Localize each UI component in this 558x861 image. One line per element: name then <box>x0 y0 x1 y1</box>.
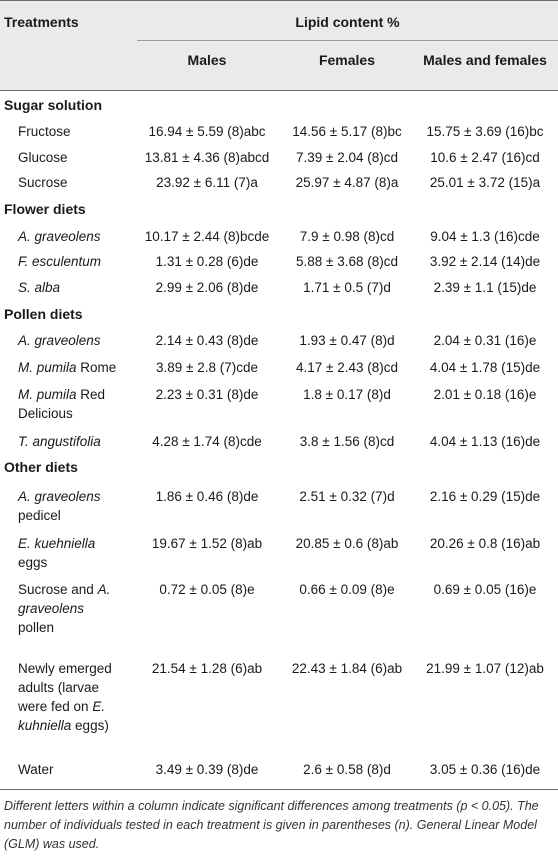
value-females: 14.56 ± 5.17 (8)bc <box>292 124 402 139</box>
value-both: 3.92 ± 2.14 (14)de <box>429 254 541 269</box>
value-males: 16.94 ± 5.59 (8)abc <box>148 124 266 139</box>
treatment-name: T. angustifolia <box>18 434 101 449</box>
value-both: 25.01 ± 3.72 (15)a <box>429 175 541 190</box>
value-males: 19.67 ± 1.52 (8)ab <box>151 536 263 551</box>
header-males: Males <box>187 52 227 68</box>
value-females: 7.9 ± 0.98 (8)cd <box>299 229 395 244</box>
value-females: 25.97 ± 4.87 (8)a <box>295 175 399 190</box>
table-footnote: Different letters within a column indicate significant differences among treatments (p < 0.05). The number of individuals tested in each treatment is given in parentheses (n). General Linear Model (GLM) was used. <box>4 799 539 851</box>
value-females: 3.8 ± 1.56 (8)cd <box>299 434 395 449</box>
header-rule <box>0 90 558 91</box>
value-females: 0.66 ± 0.09 (8)e <box>299 582 395 597</box>
group-label: Pollen diets <box>4 306 83 322</box>
treatment-name: Sucrose and A. graveolens pollen <box>18 582 111 635</box>
value-females: 7.39 ± 2.04 (8)cd <box>296 150 398 165</box>
value-both: 3.05 ± 0.36 (16)de <box>429 762 541 777</box>
bottom-rule <box>0 789 558 790</box>
value-females: 5.88 ± 3.68 (8)cd <box>296 254 398 269</box>
value-males: 3.89 ± 2.8 (7)cde <box>156 360 258 375</box>
treatment-name: M. pumila Rome <box>18 360 117 375</box>
treatment-name: A. graveolens <box>18 229 101 244</box>
value-both: 4.04 ± 1.13 (16)de <box>429 434 541 449</box>
value-both: 21.99 ± 1.07 (12)ab <box>426 661 544 676</box>
group-label: Sugar solution <box>4 97 102 113</box>
value-males: 2.14 ± 0.43 (8)de <box>155 333 259 348</box>
value-males: 1.31 ± 0.28 (6)de <box>155 254 259 269</box>
value-males: 0.72 ± 0.05 (8)e <box>159 582 255 597</box>
value-both: 20.26 ± 0.8 (16)ab <box>429 536 541 551</box>
header-males-and-females: Males and females <box>423 52 547 68</box>
treatment-name: A. graveolens <box>18 333 101 348</box>
value-males: 1.86 ± 0.46 (8)de <box>155 489 259 504</box>
group-label: Flower diets <box>4 201 86 217</box>
treatment-name: Water <box>18 762 54 777</box>
treatment-name: S. alba <box>18 280 61 295</box>
value-both: 2.01 ± 0.18 (16)e <box>433 387 537 402</box>
value-both: 15.75 ± 3.69 (16)bc <box>426 124 544 139</box>
value-males: 10.17 ± 2.44 (8)bcde <box>144 229 270 244</box>
group-label: Other diets <box>4 459 78 475</box>
value-females: 1.8 ± 0.17 (8)d <box>303 387 391 402</box>
header-sub-rule <box>137 40 558 41</box>
value-males: 4.28 ± 1.74 (8)cde <box>152 434 262 449</box>
value-females: 1.71 ± 0.5 (7)d <box>303 280 391 295</box>
treatment-name: E. kuehniella eggs <box>18 536 96 570</box>
value-males: 2.23 ± 0.31 (8)de <box>155 387 259 402</box>
treatment-name: Fructose <box>18 124 71 139</box>
value-males: 3.49 ± 0.39 (8)de <box>155 762 259 777</box>
treatment-name: Sucrose <box>18 175 68 190</box>
value-males: 21.54 ± 1.28 (6)ab <box>151 661 263 676</box>
value-females: 2.6 ± 0.58 (8)d <box>303 762 391 777</box>
value-both: 2.16 ± 0.29 (15)de <box>429 489 541 504</box>
treatment-name: Newly emerged adults (larvae were fed on E. kuhniella eggs) <box>18 661 112 733</box>
value-females: 20.85 ± 0.6 (8)ab <box>295 536 399 551</box>
value-both: 4.04 ± 1.78 (15)de <box>429 360 541 375</box>
value-both: 0.69 ± 0.05 (16)e <box>433 582 537 597</box>
value-both: 2.39 ± 1.1 (15)de <box>433 280 537 295</box>
value-both: 2.04 ± 0.31 (16)e <box>433 333 537 348</box>
value-males: 13.81 ± 4.36 (8)abcd <box>144 150 270 165</box>
top-rule <box>0 0 558 1</box>
treatment-name: A. graveolens pedicel <box>18 489 101 523</box>
value-both: 10.6 ± 2.47 (16)cd <box>430 150 540 165</box>
treatment-name: Glucose <box>18 150 68 165</box>
value-females: 1.93 ± 0.47 (8)d <box>299 333 395 348</box>
value-females: 2.51 ± 0.32 (7)d <box>299 489 395 504</box>
value-females: 22.43 ± 1.84 (6)ab <box>291 661 403 676</box>
value-both: 9.04 ± 1.3 (16)cde <box>430 229 540 244</box>
treatment-name: F. esculentum <box>18 254 102 269</box>
treatment-name: M. pumila Red Delicious <box>18 387 106 421</box>
header-treatments: Treatments <box>4 14 79 30</box>
value-males: 23.92 ± 6.11 (7)a <box>156 175 258 190</box>
header-females: Females <box>318 52 376 68</box>
value-females: 4.17 ± 2.43 (8)cd <box>296 360 398 375</box>
value-males: 2.99 ± 2.06 (8)de <box>155 280 259 295</box>
header-lipid-content: Lipid content % <box>295 14 400 30</box>
